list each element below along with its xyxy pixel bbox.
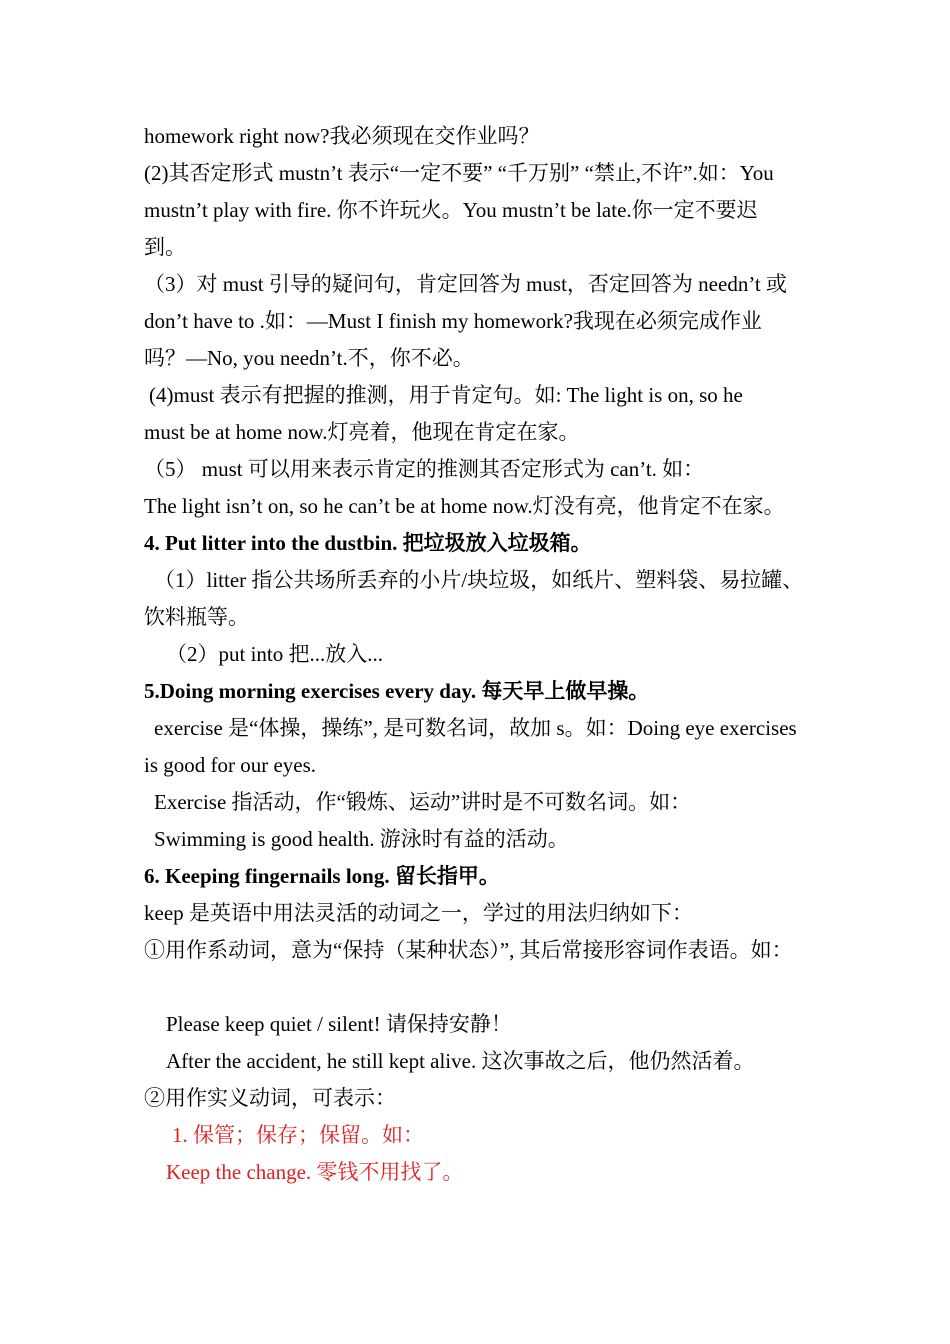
text-line: exercise 是“体操，操练”, 是可数名词，故加 s。如：Doing eye exercises bbox=[154, 716, 797, 740]
text-line: ①用作系动词，意为“保持（某种状态）”, 其后常接形容词作表语。如： bbox=[144, 938, 793, 962]
text-line: （5） must 可以用来表示肯定的推测其否定形式为 can’t. 如： bbox=[144, 457, 705, 481]
example-line: After the accident, he still kept alive. 这次事故之后，他仍然活着。 bbox=[166, 1049, 755, 1073]
text-line: （2）put into 把...放入... bbox=[166, 642, 384, 666]
section-heading: 5.Doing morning exercises every day. 每天早上做早操。 bbox=[144, 679, 650, 703]
text-line: homework right now?我必须现在交作业吗？ bbox=[144, 124, 540, 148]
text-line: must be at home now.灯亮着，他现在肯定在家。 bbox=[144, 420, 580, 444]
text-line: （3）对 must 引导的疑问句，肯定回答为 must，否定回答为 needn’t 或 bbox=[144, 272, 788, 296]
text-line: mustn’t play with fire. 你不许玩火。You mustn’t be late.你一定不要迟 bbox=[144, 198, 758, 222]
highlighted-line: Keep the change. 零钱不用找了。 bbox=[166, 1160, 464, 1184]
blank-line bbox=[144, 969, 834, 1006]
text-line: keep 是英语中用法灵活的动词之一，学过的用法归纳如下： bbox=[144, 901, 693, 925]
section-heading: 6. Keeping fingernails long. 留长指甲。 bbox=[144, 864, 500, 888]
text-line: The light isn’t on, so he can’t be at home now.灯没有亮，他肯定不在家。 bbox=[144, 494, 785, 518]
document-body bbox=[144, 118, 834, 1191]
example-line: Please keep quiet / silent! 请保持安静！ bbox=[166, 1012, 512, 1036]
text-line: (2)其否定形式 mustn’t 表示“一定不要” “千万别” “禁止,不许”.如：You bbox=[144, 161, 774, 185]
text-line: 到。 bbox=[144, 235, 186, 259]
text-line: （1）litter 指公共场所丢弃的小片/块垃圾，如纸片、塑料袋、易拉罐、 bbox=[154, 568, 804, 592]
text-line: Swimming is good health. 游泳时有益的活动。 bbox=[154, 827, 569, 851]
text-line: ②用作实义动词，可表示： bbox=[144, 1086, 396, 1110]
section-heading: 4. Put litter into the dustbin. 把垃圾放入垃圾箱。 bbox=[144, 531, 592, 555]
highlighted-line: 1. 保管；保存；保留。如： bbox=[172, 1123, 424, 1147]
text-line: 饮料瓶等。 bbox=[144, 605, 249, 629]
text-line: is good for our eyes. bbox=[144, 753, 317, 777]
text-line: 吗？—No, you needn’t.不，你不必。 bbox=[144, 346, 474, 370]
text-line: (4)must 表示有把握的推测，用于肯定句。如: The light is on, so he bbox=[149, 383, 743, 407]
text-line: Exercise 指活动，作“锻炼、运动”讲时是不可数名词。如： bbox=[154, 790, 692, 814]
text-line: don’t have to .如：—Must I finish my homework?我现在必须完成作业 bbox=[144, 309, 762, 333]
